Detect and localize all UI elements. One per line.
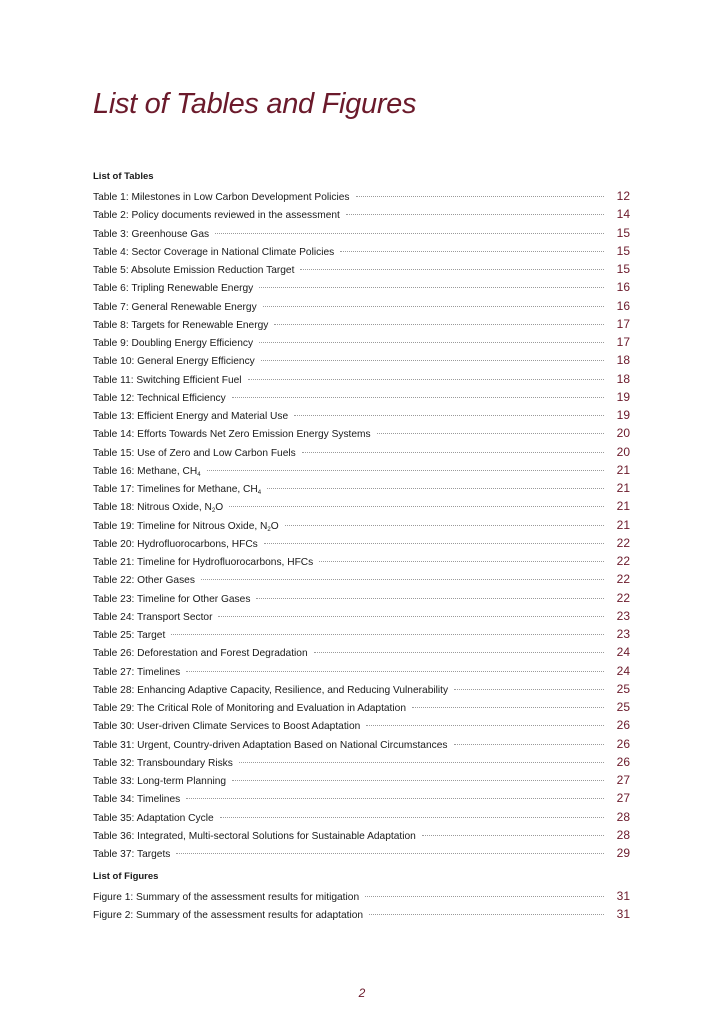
toc-entry-page-number[interactable]: 21 [616,481,630,495]
dotted-leader [259,287,604,288]
dotted-leader [365,896,604,897]
toc-entry-label [93,226,209,244]
toc-entry-label [93,408,288,426]
toc-entry-label-text: Table 20: Hydrofluorocarbons, HFCs [93,538,258,550]
dotted-leader [300,269,604,270]
toc-entry-subscript: 4 [197,471,201,478]
toc-entry-label [93,463,201,481]
toc-entry[interactable] [93,461,630,479]
toc-entry[interactable] [93,497,630,515]
toc-entry[interactable] [93,698,630,716]
toc-entry-label-text: Table 25: Target [93,630,166,641]
dotted-leader [412,707,604,708]
toc-entry-label [93,810,214,828]
dotted-leader [207,470,604,471]
dotted-leader [264,543,604,544]
toc-entry-label [93,664,180,682]
toc-entry[interactable] [93,260,630,278]
toc-entry-label-text: Table 28: Enhancing Adaptive Capacity, Resilience, and Reducing Vulnerability [93,684,449,696]
toc-entry-page-number[interactable]: 22 [616,535,630,550]
dotted-leader [261,360,604,361]
dotted-leader [340,251,604,252]
toc-entry[interactable] [93,351,630,369]
toc-entry-label [93,536,258,554]
toc-entry-page-number[interactable]: 23 [616,608,630,623]
toc-entry-label-text: Table 33: Long-term Planning [93,776,227,787]
toc-entry-label [93,426,371,444]
toc-entry-page-number[interactable]: 16 [616,280,630,295]
toc-entry[interactable] [93,662,630,680]
toc-entry[interactable] [93,224,630,242]
dotted-leader [285,525,604,526]
toc-entry-label-text: Table 13: Efficient Energy and Material Use [93,411,289,422]
toc-entry-subscript: 2 [267,526,271,533]
toc-entry-page-number[interactable]: 22 [616,572,630,587]
toc-entry-page-number[interactable]: 27 [616,773,630,787]
toc-entry-page-number[interactable]: 17 [616,316,630,331]
toc-entry[interactable] [93,735,630,753]
dotted-leader [274,324,604,325]
toc-entry-page-number[interactable]: 23 [616,627,630,641]
toc-entry-label [93,627,165,645]
dotted-leader [263,306,604,307]
toc-entry-page-number[interactable]: 25 [616,700,630,714]
toc-entry[interactable] [93,278,630,296]
toc-entry-label-text: Table 8: Targets for Renewable Energy [93,319,269,331]
toc-entry-page-number[interactable]: 15 [616,225,630,240]
toc-entry-page-number[interactable]: 26 [616,736,630,751]
dotted-leader [229,506,604,507]
toc-entry-label-suffix: O [215,502,224,514]
toc-entry[interactable] [93,205,630,223]
toc-entry[interactable] [93,607,630,625]
toc-entry[interactable] [93,315,630,333]
toc-entry[interactable] [93,771,630,789]
dotted-leader [215,233,604,234]
toc-entry-page-number[interactable]: 21 [616,462,630,477]
toc-entry[interactable] [93,297,630,315]
tables-toc-list [93,187,630,862]
toc-entry[interactable] [93,789,630,807]
toc-entry-page-number[interactable]: 19 [616,408,630,422]
toc-entry-label-text: Table 5: Absolute Emission Reduction Target [93,265,295,276]
dotted-leader [319,561,604,562]
dotted-leader [256,598,604,599]
toc-entry-label [93,518,279,536]
toc-entry[interactable] [93,643,630,661]
figures-toc-list [93,887,630,924]
toc-entry-label [93,317,268,335]
toc-entry-label-text: Table 15: Use of Zero and Low Carbon Fuels [93,447,296,459]
toc-entry[interactable] [93,716,630,734]
toc-entry-label [93,718,360,736]
toc-entry-label-suffix: O [270,520,279,532]
dotted-leader [248,379,604,380]
toc-entry-label [93,207,340,225]
dotted-leader [267,488,604,489]
toc-entry-page-number[interactable]: 28 [616,809,630,824]
toc-entry-page-number[interactable]: 26 [616,754,630,769]
toc-entry-label-text: Table 32: Transboundary Risks [93,757,233,769]
toc-entry-label [93,244,334,262]
toc-entry-label-text: Table 35: Adaptation Cycle [93,812,214,824]
toc-entry-page-number[interactable]: 15 [616,262,630,276]
toc-entry-page-number[interactable]: 21 [616,517,630,532]
toc-entry-label-text: Table 21: Timeline for Hydrofluorocarbons, HFCs [93,557,314,568]
toc-entry[interactable] [93,887,630,905]
dotted-leader [171,634,604,635]
toc-entry-page-number[interactable]: 24 [616,663,630,678]
toc-entry-label-text: Table 22: Other Gases [93,575,195,587]
page-title: List of Tables and Figures [93,88,417,120]
toc-entry-label-text: Table 14: Efforts Towards Net Zero Emission Energy Systems [93,429,371,441]
toc-entry[interactable] [93,589,630,607]
dotted-leader [369,914,604,915]
toc-entry-label-text: Table 4: Sector Coverage in National Climate Policies [93,246,335,258]
toc-entry-label [93,591,250,609]
toc-entry-label [93,481,261,499]
toc-entry-label [93,682,448,700]
toc-entry-label-text: Table 6: Tripling Renewable Energy [93,283,254,295]
toc-entry[interactable] [93,443,630,461]
toc-entry-page-number[interactable]: 22 [616,554,630,568]
dotted-leader [314,652,604,653]
toc-entry-label-text: Table 11: Switching Efficient Fuel [93,374,242,386]
toc-entry-label-text: Table 23: Timeline for Other Gases [93,593,251,605]
toc-entry-label [93,554,313,572]
toc-entry-label [93,773,226,791]
toc-entry-page-number[interactable]: 20 [616,444,630,459]
toc-entry-label-text: Figure 1: Summary of the assessment results for mitigation [93,892,360,903]
toc-entry-label-text: Table 12: Technical Efficiency [93,392,226,404]
toc-entry[interactable] [93,905,630,923]
toc-entry[interactable] [93,808,630,826]
toc-entry-label [93,846,170,864]
dotted-leader [201,579,604,580]
toc-entry-label-text: Table 31: Urgent, Country-driven Adaptation Based on National Circumstances [93,739,448,751]
toc-entry-label-text: Table 16: Methane, CH [93,465,198,477]
toc-entry-label [93,499,223,517]
toc-entry-page-number[interactable]: 18 [616,353,630,368]
dotted-leader [346,214,604,215]
toc-entry-label-text: Table 7: General Renewable Energy [93,301,257,313]
toc-entry-label-text: Table 18: Nitrous Oxide, N [93,502,212,514]
list-of-figures-heading: List of Figures [93,871,159,882]
toc-entry-label-text: Figure 2: Summary of the assessment results for adaptation [93,910,364,922]
toc-entry-label [93,353,255,371]
toc-entry-label [93,335,253,353]
toc-entry-label-text: Table 19: Timeline for Nitrous Oxide, N [93,520,268,532]
toc-entry-label-text: Table 36: Integrated, Multi-sectoral Solutions for Sustainable Adaptation [93,830,416,842]
dotted-leader [186,798,604,799]
toc-entry[interactable] [93,406,630,424]
toc-entry-page-number[interactable]: 27 [616,791,630,806]
toc-entry-page-number[interactable]: 21 [616,499,630,514]
toc-entry-label-text: Table 10: General Energy Efficiency [93,356,255,368]
toc-entry-label [93,737,448,755]
toc-entry-page-number[interactable]: 14 [616,207,630,222]
toc-entry-label [93,390,226,408]
toc-entry-page-number[interactable]: 20 [616,426,630,441]
toc-entry-label [93,372,242,390]
toc-entry[interactable] [93,552,630,570]
toc-entry[interactable] [93,753,630,771]
toc-entry-label [93,572,195,590]
toc-entry[interactable] [93,570,630,588]
toc-entry[interactable] [93,242,630,260]
dotted-leader [294,415,604,416]
toc-entry-label [93,889,359,907]
dotted-leader [218,616,604,617]
toc-entry-page-number[interactable]: 16 [616,298,630,313]
toc-entry-label [93,280,253,298]
toc-entry[interactable] [93,516,630,534]
toc-entry-label-text: Table 2: Policy documents reviewed in the assessment [93,210,340,222]
toc-entry-page-number[interactable]: 29 [616,846,630,860]
toc-entry-label [93,609,212,627]
toc-entry-label [93,445,296,463]
toc-entry-label-text: Table 9: Doubling Energy Efficiency [93,338,254,349]
dotted-leader [422,835,604,836]
toc-entry-subscript: 2 [211,508,216,515]
toc-entry-page-number[interactable]: 26 [616,718,630,733]
toc-entry-page-number[interactable]: 24 [616,645,630,660]
dotted-leader [356,196,604,197]
toc-entry-page-number[interactable]: 15 [616,243,630,258]
toc-entry-page-number[interactable]: 31 [616,889,630,903]
toc-entry-label [93,907,363,925]
dotted-leader [454,744,605,745]
toc-entry-label-text: Table 3: Greenhouse Gas [93,228,210,240]
toc-entry[interactable] [93,187,630,205]
list-of-tables-heading: List of Tables [93,171,154,182]
toc-entry[interactable] [93,680,630,698]
toc-entry-label [93,262,294,280]
toc-entry[interactable] [93,844,630,862]
toc-entry[interactable] [93,424,630,442]
dotted-leader [302,452,604,453]
toc-entry-page-number[interactable]: 19 [616,389,630,404]
dotted-leader [232,397,604,398]
toc-entry[interactable] [93,826,630,844]
toc-entry-label-text: Table 34: Timelines [93,794,181,806]
toc-entry-page-number[interactable]: 17 [616,335,630,349]
toc-entry-label-text: Table 17: Timelines for Methane, CH [93,484,258,495]
dotted-leader [186,671,604,672]
toc-entry-label-text: Table 27: Timelines [93,666,181,678]
toc-entry[interactable] [93,479,630,497]
toc-entry-page-number[interactable]: 22 [616,590,630,605]
toc-entry-label-text: Table 30: User-driven Climate Services to Boost Adaptation [93,721,361,733]
dotted-leader [377,433,604,434]
dotted-leader [259,342,604,343]
toc-entry-page-number[interactable]: 28 [616,827,630,842]
list-of-tables [93,170,630,862]
toc-entry-label [93,828,416,846]
toc-entry[interactable] [93,333,630,351]
toc-entry[interactable] [93,534,630,552]
toc-entry-label [93,791,180,809]
toc-entry-label [93,645,308,663]
toc-entry[interactable] [93,625,630,643]
toc-entry-label-text: Table 24: Transport Sector [93,611,213,623]
toc-entry-page-number[interactable]: 31 [616,907,630,922]
toc-entry[interactable] [93,388,630,406]
dotted-leader [232,780,604,781]
toc-entry-page-number[interactable]: 18 [616,371,630,386]
dotted-leader [176,853,604,854]
toc-entry-label-text: Table 26: Deforestation and Forest Degradation [93,648,308,660]
dotted-leader [220,817,604,818]
toc-entry-label-text: Table 29: The Critical Role of Monitoring and Evaluation in Adaptation [93,703,406,714]
toc-entry-label [93,700,406,718]
dotted-leader [366,725,604,726]
page-number: 2 [358,986,366,1000]
toc-entry-label-text: Table 37: Targets [93,849,171,860]
toc-entry-label [93,299,257,317]
dotted-leader [239,762,604,763]
toc-entry-label [93,755,233,773]
toc-entry-label [93,189,350,207]
dotted-leader [454,689,604,690]
toc-entry[interactable] [93,370,630,388]
toc-entry-subscript: 4 [257,490,262,496]
toc-entry-page-number[interactable]: 12 [616,189,630,203]
list-of-figures [93,870,630,924]
toc-entry-page-number[interactable]: 25 [616,681,630,696]
toc-entry-label-text: Table 1: Milestones in Low Carbon Development Policies [93,192,350,203]
